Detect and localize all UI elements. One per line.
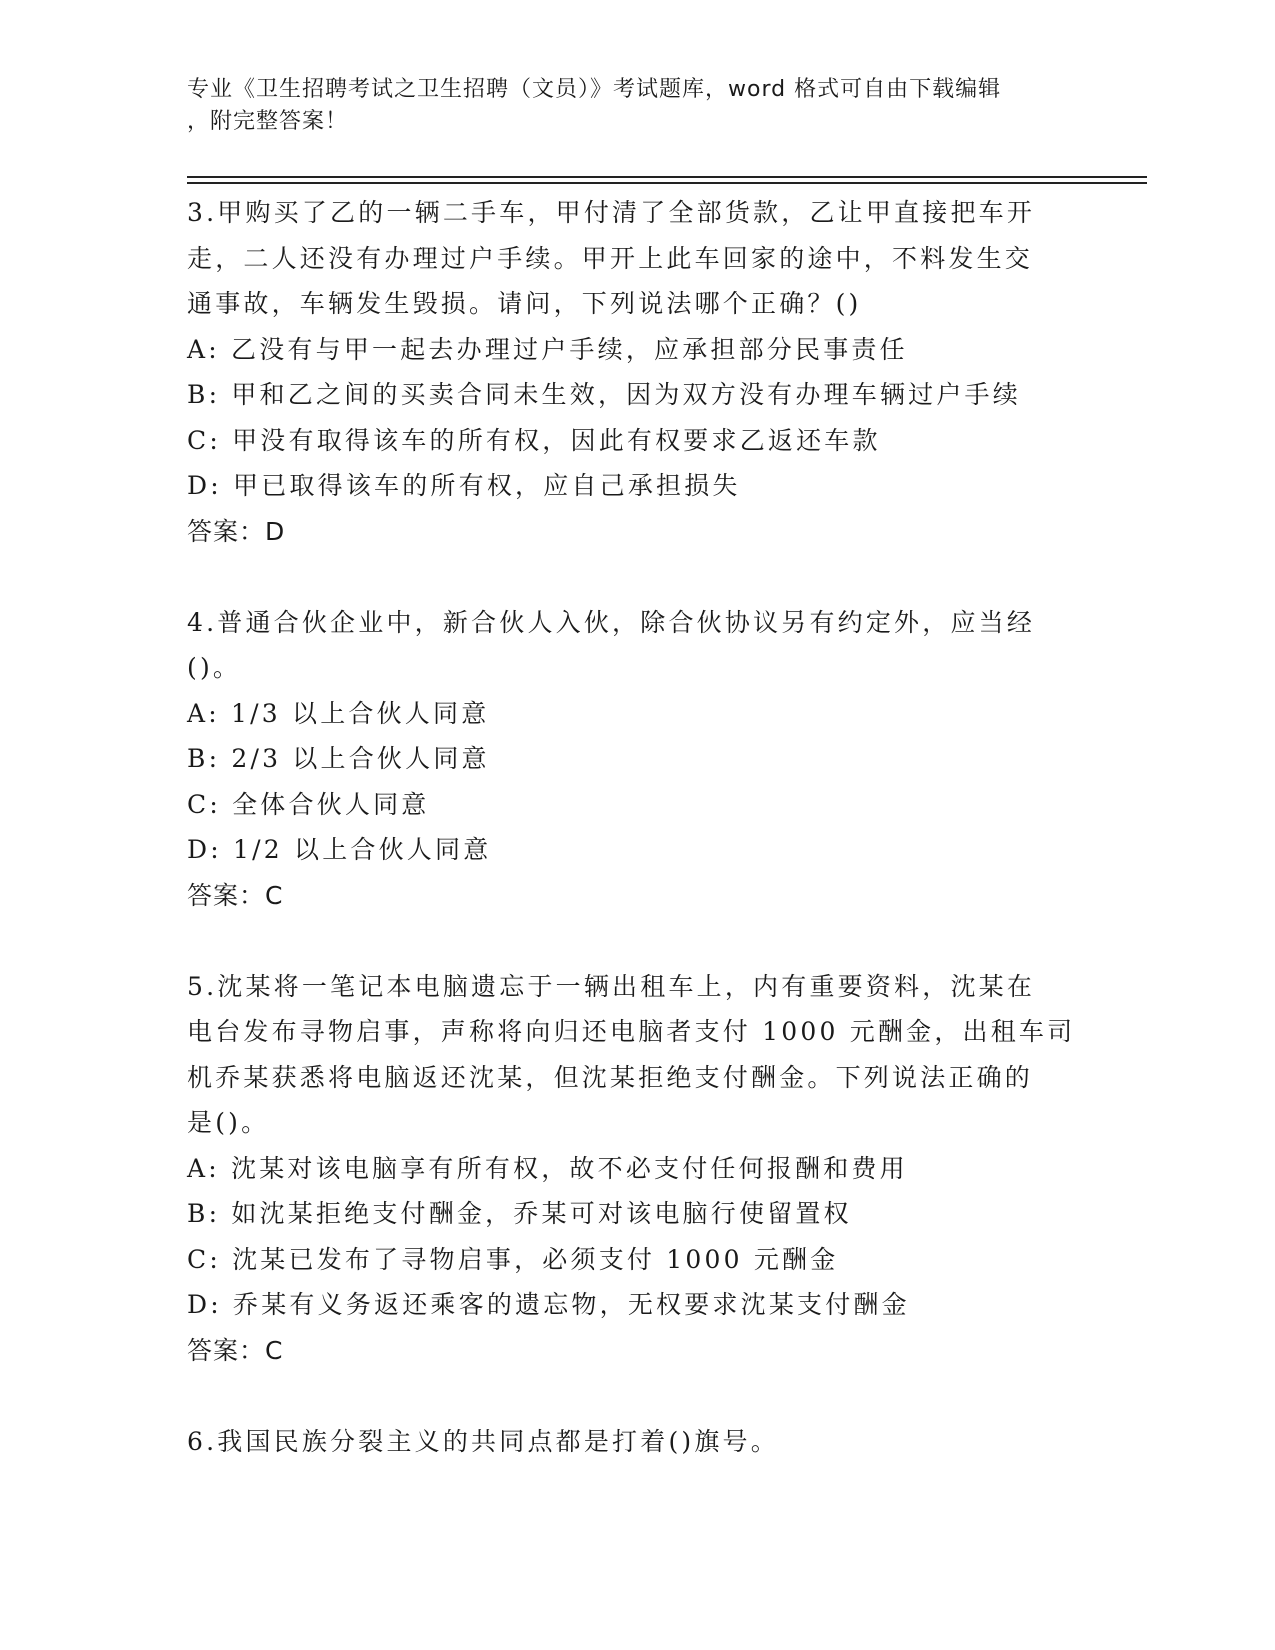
option-b: B: 甲和乙之间的买卖合同未生效，因为双方没有办理车辆过户手续 <box>187 380 1021 409</box>
spacer <box>187 554 1087 600</box>
option-d: D: 甲已取得该车的所有权，应自己承担损失 <box>187 471 741 500</box>
question-stem-line: 5.沈某将一笔记本电脑遗忘于一辆出租车上，内有重要资料，沈某在 <box>187 971 1036 1001</box>
header-line-2: ，附完整答案！ <box>187 109 349 134</box>
question-stem-line: 6.我国民族分裂主义的共同点都是打着()旗号。 <box>187 1426 779 1456</box>
option-a: A: 乙没有与甲一起去办理过户手续，应承担部分民事责任 <box>187 334 908 364</box>
question-3 <box>187 190 1087 554</box>
question-4 <box>187 600 1087 919</box>
question-stem-line: 走，二人还没有办理过户手续。甲开上此车回家的途中，不料发生交 <box>187 243 1034 273</box>
answer-line: 答案：C <box>187 880 284 910</box>
question-6 <box>187 1419 1087 1465</box>
question-5 <box>187 964 1087 1374</box>
document-header <box>187 74 1067 138</box>
option-c: C: 沈某已发布了寻物启事，必须支付 1000 元酬金 <box>187 1244 839 1274</box>
answer-line: 答案：C <box>187 1335 284 1365</box>
option-d: D: 乔某有义务返还乘客的遗忘物，无权要求沈某支付酬金 <box>187 1290 910 1319</box>
question-stem-line: 机乔某获悉将电脑返还沈某，但沈某拒绝支付酬金。下列说法正确的 <box>187 1062 1034 1092</box>
option-b: B: 如沈某拒绝支付酬金，乔某可对该电脑行使留置权 <box>187 1199 852 1228</box>
option-b: B: 2/3 以上合伙人同意 <box>187 744 490 773</box>
option-c: C: 甲没有取得该车的所有权，因此有权要求乙返还车款 <box>187 425 881 455</box>
question-list <box>187 190 1087 1464</box>
spacer <box>187 1373 1087 1419</box>
question-stem-line: 4.普通合伙企业中，新合伙人入伙，除合伙协议另有约定外，应当经 <box>187 607 1036 637</box>
spacer <box>187 918 1087 964</box>
question-stem-line: 电台发布寻物启事，声称将向归还电脑者支付 1000 元酬金，出租车司 <box>187 1017 1076 1046</box>
header-divider-bottom <box>187 182 1147 184</box>
question-stem-line: 通事故，车辆发生毁损。请问，下列说法哪个正确？() <box>187 289 862 318</box>
option-a: A: 1/3 以上合伙人同意 <box>187 698 490 728</box>
header-line-1: 专业《卫生招聘考试之卫生招聘（文员）》考试题库，word 格式可自由下载编辑 <box>187 77 1002 102</box>
header-divider-top <box>187 176 1147 178</box>
question-stem-line: 3.甲购买了乙的一辆二手车，甲付清了全部货款，乙让甲直接把车开 <box>187 198 1036 227</box>
question-stem-line: ()。 <box>187 653 242 682</box>
answer-line: 答案：D <box>187 516 286 546</box>
option-c: C: 全体合伙人同意 <box>187 789 430 819</box>
question-stem-line: 是()。 <box>187 1108 270 1137</box>
option-d: D: 1/2 以上合伙人同意 <box>187 835 492 864</box>
option-a: A: 沈某对该电脑享有所有权，故不必支付任何报酬和费用 <box>187 1153 908 1183</box>
